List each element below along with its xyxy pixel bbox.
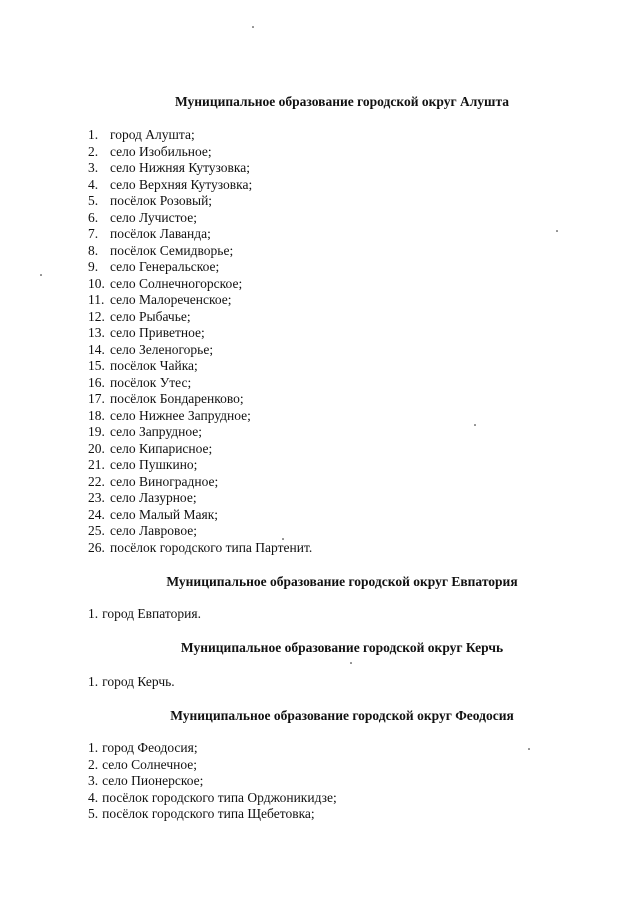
item-text: город Керчь. xyxy=(102,674,175,689)
list-item xyxy=(88,474,312,491)
item-number: 2. xyxy=(88,756,99,772)
item-text: село Приветное; xyxy=(110,325,205,340)
list-item xyxy=(88,325,312,342)
item-number: 17. xyxy=(88,391,105,406)
item-number: 6. xyxy=(88,209,99,225)
list-item xyxy=(88,757,337,774)
item-text: село Пионерское; xyxy=(102,773,204,788)
list-item xyxy=(88,375,312,392)
list-item xyxy=(88,160,312,177)
item-text: город Феодосия; xyxy=(102,740,198,755)
item-text: село Рыбачье; xyxy=(110,308,191,324)
item-number: 2. xyxy=(88,143,99,159)
scan-speck xyxy=(474,424,476,426)
item-text: село Изобильное; xyxy=(110,143,212,159)
item-number: 1. xyxy=(88,740,99,755)
item-number: 19. xyxy=(88,424,105,439)
item-text: посёлок городского типа Орджоникидзе; xyxy=(102,789,337,805)
section-heading-feodosia: Муниципальное образование городской округ Феодосия xyxy=(170,708,514,723)
item-number: 14. xyxy=(88,341,105,357)
item-number: 21. xyxy=(88,457,105,472)
list-item xyxy=(88,144,312,161)
list-item xyxy=(88,790,337,807)
item-number: 3. xyxy=(88,160,99,175)
scan-speck xyxy=(40,274,42,276)
item-text: село Виноградное; xyxy=(110,473,219,489)
item-text: село Лазурное; xyxy=(110,490,197,505)
item-number: 1. xyxy=(88,674,99,689)
settlement-list-evpatoria xyxy=(88,606,201,623)
scan-speck xyxy=(252,26,254,28)
list-item xyxy=(88,210,312,227)
item-number: 4. xyxy=(88,176,99,192)
list-item xyxy=(88,358,312,375)
list-item xyxy=(88,309,312,326)
item-text: посёлок Утес; xyxy=(110,374,192,390)
settlement-list-kerch xyxy=(88,674,175,691)
list-item xyxy=(88,441,312,458)
list-item xyxy=(88,342,312,359)
item-number: 1. xyxy=(88,606,99,621)
item-number: 4. xyxy=(88,789,99,805)
item-number: 22. xyxy=(88,473,105,489)
item-text: город Евпатория. xyxy=(102,606,201,621)
item-text: село Пушкино; xyxy=(110,457,198,472)
item-text: село Зеленогорье; xyxy=(110,341,214,357)
item-text: село Кипарисное; xyxy=(110,440,213,456)
section-heading-alushta: Муниципальное образование городской округ Алушта xyxy=(174,94,510,109)
list-item xyxy=(88,806,337,823)
item-text: посёлок Розовый; xyxy=(110,193,213,208)
item-number: 25. xyxy=(88,523,105,538)
item-text: село Солнечное; xyxy=(102,756,198,772)
item-text: село Нижняя Кутузовка; xyxy=(110,160,251,175)
item-text: село Генеральское; xyxy=(110,259,220,274)
list-item xyxy=(88,773,337,790)
item-text: посёлок городского типа Партенит. xyxy=(110,539,313,555)
item-text: посёлок городского типа Щебетовка; xyxy=(102,806,315,821)
list-item xyxy=(88,740,337,757)
item-number: 26. xyxy=(88,539,105,555)
list-item xyxy=(88,391,312,408)
list-item xyxy=(88,259,312,276)
item-number: 24. xyxy=(88,506,105,522)
item-number: 12. xyxy=(88,308,105,324)
list-item xyxy=(88,127,312,144)
list-item xyxy=(88,177,312,194)
list-item xyxy=(88,193,312,210)
item-text: село Запрудное; xyxy=(110,424,203,439)
list-item xyxy=(88,490,312,507)
section-heading-kerch: Муниципальное образование городской округ Керчь xyxy=(180,640,504,655)
list-item xyxy=(88,292,312,309)
list-item xyxy=(88,523,312,540)
list-item xyxy=(88,507,312,524)
item-text: город Алушта; xyxy=(110,127,195,142)
list-item xyxy=(88,457,312,474)
item-text: посёлок Чайка; xyxy=(110,358,198,373)
section-heading-evpatoria: Муниципальное образование городской округ Евпатория xyxy=(166,574,518,589)
item-number: 11. xyxy=(88,292,105,307)
item-text: село Верхняя Кутузовка; xyxy=(110,176,253,192)
item-number: 1. xyxy=(88,127,99,142)
item-number: 5. xyxy=(88,806,99,821)
item-number: 3. xyxy=(88,773,99,788)
list-item xyxy=(88,540,312,557)
item-text: посёлок Семидворье; xyxy=(110,242,234,258)
item-number: 8. xyxy=(88,242,99,258)
item-text: село Лавровое; xyxy=(110,523,197,538)
item-number: 5. xyxy=(88,193,99,208)
list-item xyxy=(88,606,201,623)
list-item xyxy=(88,674,175,691)
list-item xyxy=(88,408,312,425)
item-number: 16. xyxy=(88,374,105,390)
item-text: село Малореченское; xyxy=(110,292,232,307)
list-item xyxy=(88,243,312,260)
item-number: 9. xyxy=(88,259,99,274)
list-item xyxy=(88,424,312,441)
item-number: 20. xyxy=(88,440,105,456)
item-text: село Малый Маяк; xyxy=(110,506,219,522)
item-number: 15. xyxy=(88,358,105,373)
scan-speck xyxy=(528,748,530,750)
item-number: 7. xyxy=(88,226,99,241)
item-number: 13. xyxy=(88,325,105,340)
list-item xyxy=(88,226,312,243)
list-item xyxy=(88,276,312,293)
item-number: 23. xyxy=(88,490,105,505)
scan-speck xyxy=(556,230,558,232)
scan-speck xyxy=(282,538,284,540)
item-number: 18. xyxy=(88,407,105,423)
item-number: 10. xyxy=(88,275,105,291)
settlement-list-feodosia xyxy=(88,740,337,823)
scan-speck xyxy=(350,662,352,664)
item-text: посёлок Бондаренково; xyxy=(110,391,244,406)
item-text: село Солнечногорское; xyxy=(110,275,243,291)
settlement-list-alushta xyxy=(88,127,312,556)
item-text: село Лучистое; xyxy=(110,209,197,225)
item-text: село Нижнее Запрудное; xyxy=(110,407,251,423)
item-text: посёлок Лаванда; xyxy=(110,226,211,241)
